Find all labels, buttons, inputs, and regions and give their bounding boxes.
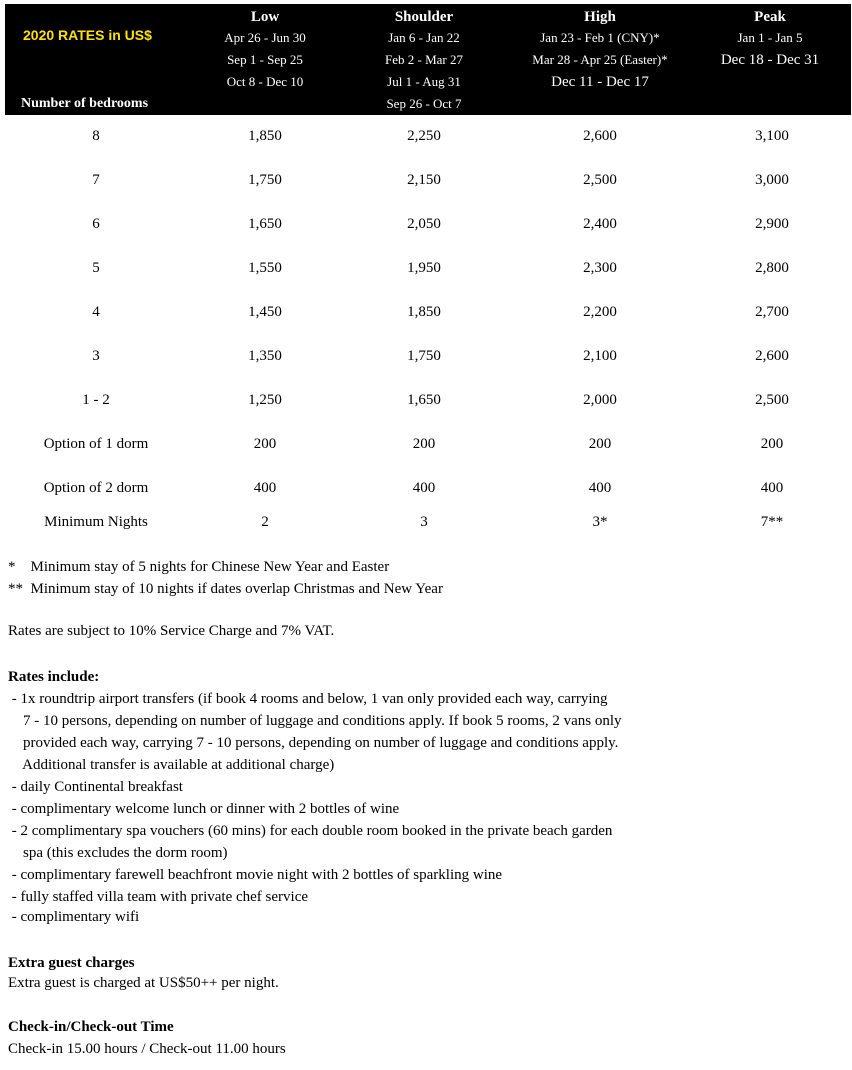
service-charge-note: Rates are subject to 10% Service Charge and 7% VAT. — [8, 623, 335, 639]
rate-cell: 2 — [261, 514, 269, 530]
season-date: Sep 26 - Oct 7 — [386, 96, 462, 111]
rate-cell: 2,500 — [583, 172, 617, 188]
rates-header — [5, 4, 851, 115]
rate-cell: 200 — [412, 436, 436, 452]
season-date: Apr 26 - Jun 30 — [224, 30, 306, 45]
row-label: Minimum Nights — [44, 514, 148, 530]
rate-cell: 1,950 — [407, 260, 441, 276]
rate-cell: 3 — [420, 514, 428, 530]
rate-cell: 2,050 — [407, 216, 441, 232]
extra-guest-heading: Extra guest charges — [8, 955, 135, 971]
rate-cell: 2,400 — [583, 216, 617, 232]
rate-cell: 2,250 — [407, 128, 441, 144]
rate-cell: 200 — [253, 436, 277, 452]
rate-cell: 2,200 — [583, 304, 617, 320]
rate-cell: 400 — [588, 480, 612, 496]
row-label: 6 — [92, 216, 100, 232]
rate-cell: 200 — [588, 436, 612, 452]
row-label: 3 — [92, 348, 100, 364]
includes-line: 7 - 10 persons, depending on number of luggage and conditions apply. If book 5 rooms, 2 vans only — [8, 713, 622, 729]
season-name: Low — [250, 9, 280, 25]
includes-line: - fully staffed villa team with private chef service — [8, 889, 309, 905]
rate-cell: 2,150 — [407, 172, 441, 188]
includes-line: - complimentary wifi — [8, 909, 140, 925]
rate-cell: 2,600 — [583, 128, 617, 144]
rate-cell: 3* — [592, 514, 608, 530]
row-label: 4 — [92, 304, 100, 320]
season-date: Jan 1 - Jan 5 — [737, 30, 803, 45]
season-shoulder — [324, 7, 524, 115]
includes-line: - 2 complimentary spa vouchers (60 mins) for each double room booked in the private beach garden — [8, 823, 613, 839]
season-date: Jan 23 - Feb 1 (CNY)* — [540, 30, 660, 45]
season-date: Oct 8 - Dec 10 — [226, 74, 304, 89]
season-date: Jan 6 - Jan 22 — [388, 30, 460, 45]
rate-cell: 1,750 — [248, 172, 282, 188]
row-label: Option of 1 dorm — [43, 436, 149, 452]
season-date: Dec 18 - Dec 31 — [720, 52, 820, 68]
includes-line: Additional transfer is available at additional charge) — [8, 757, 335, 773]
rate-cell: 1,850 — [248, 128, 282, 144]
rate-cell: 1,550 — [248, 260, 282, 276]
season-name: Shoulder — [394, 9, 454, 25]
rate-cell: 2,900 — [755, 216, 789, 232]
season-date: Jul 1 - Aug 31 — [387, 74, 461, 89]
rate-cell: 3,000 — [755, 172, 789, 188]
season-peak — [670, 7, 852, 71]
rates-title: 2020 RATES in US$ — [23, 27, 152, 43]
note-christmas: ** Minimum stay of 10 nights if dates overlap Christmas and New Year — [8, 581, 443, 597]
season-date: Sep 1 - Sep 25 — [227, 52, 303, 67]
includes-line: provided each way, carrying 7 - 10 persons, depending on number of luggage and conditions apply. — [8, 735, 619, 751]
rate-cell: 2,000 — [583, 392, 617, 408]
rate-cell: 2,100 — [583, 348, 617, 364]
includes-line: - complimentary farewell beachfront movie night with 2 bottles of sparkling wine — [8, 867, 503, 883]
rate-cell: 7** — [760, 514, 784, 530]
season-date: Dec 11 - Dec 17 — [551, 74, 649, 90]
rate-cell: 3,100 — [755, 128, 789, 144]
extra-guest-text: Extra guest is charged at US$50++ per night. — [8, 975, 279, 991]
note-cny-easter: * Minimum stay of 5 nights for Chinese New Year and Easter — [8, 559, 390, 575]
rate-cell: 1,750 — [407, 348, 441, 364]
row-label: Option of 2 dorm — [43, 480, 149, 496]
checkin-heading: Check-in/Check-out Time — [8, 1019, 174, 1035]
row-label: 7 — [92, 172, 100, 188]
rate-cell: 2,300 — [583, 260, 617, 276]
includes-line: spa (this excludes the dorm room) — [8, 845, 228, 861]
row-label: 8 — [92, 128, 100, 144]
rate-cell: 400 — [412, 480, 436, 496]
bedrooms-label: Number of bedrooms — [21, 96, 149, 111]
season-date: Feb 2 - Mar 27 — [385, 52, 463, 67]
rate-cell: 2,700 — [755, 304, 789, 320]
season-name: High — [584, 9, 616, 25]
row-label: 5 — [92, 260, 100, 276]
includes-line: - 1x roundtrip airport transfers (if book 4 rooms and below, 1 van only provided each way, carrying — [8, 691, 608, 707]
season-name: Peak — [754, 9, 786, 25]
season-date: Mar 28 - Apr 25 (Easter)* — [532, 52, 668, 67]
includes-line: - complimentary welcome lunch or dinner with 2 bottles of wine — [8, 801, 400, 817]
rate-cell: 400 — [760, 480, 784, 496]
rate-cell: 1,650 — [407, 392, 441, 408]
rate-cell: 2,500 — [755, 392, 789, 408]
rate-cell: 1,450 — [248, 304, 282, 320]
rate-cell: 1,850 — [407, 304, 441, 320]
checkin-text: Check-in 15.00 hours / Check-out 11.00 hours — [8, 1041, 286, 1057]
rate-cell: 1,650 — [248, 216, 282, 232]
row-label: 1 - 2 — [82, 392, 110, 408]
includes-line: - daily Continental breakfast — [8, 779, 183, 795]
rate-cell: 400 — [253, 480, 277, 496]
includes-heading: Rates include: — [8, 669, 100, 685]
rate-cell: 2,600 — [755, 348, 789, 364]
rate-cell: 2,800 — [755, 260, 789, 276]
rate-cell: 1,250 — [248, 392, 282, 408]
rate-cell: 200 — [760, 436, 784, 452]
rate-cell: 1,350 — [248, 348, 282, 364]
